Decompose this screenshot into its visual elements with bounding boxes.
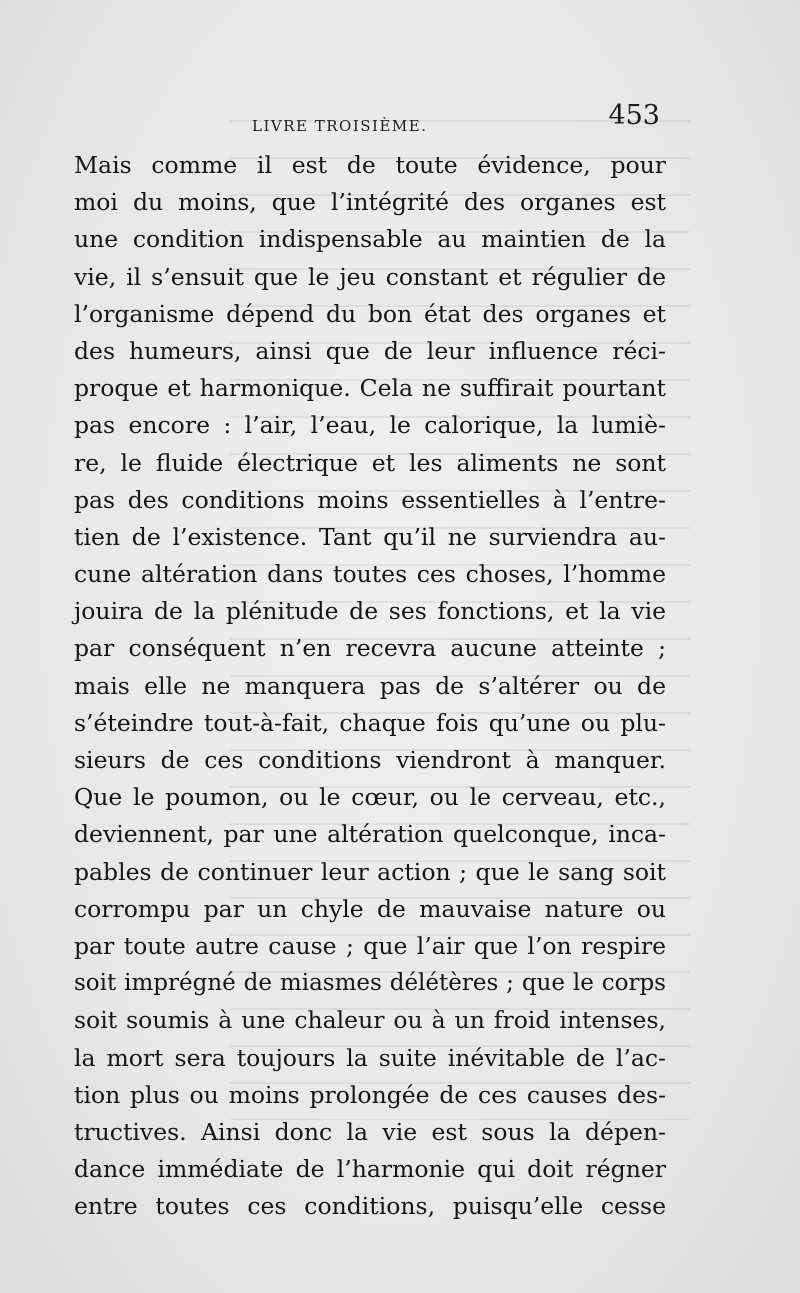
text-line: pables de continuer leur action ; que le sang soit	[74, 857, 666, 886]
text-line: soit imprégné de miasmes délétères ; que le corps	[74, 970, 666, 997]
text-line: tructives. Ainsi donc la vie est sous la dépen-	[74, 1117, 666, 1146]
text-line: pas des conditions moins essentielles à l’entre-	[74, 485, 666, 514]
text-line: deviennent, par une altération quelconque, inca-	[74, 820, 666, 849]
text-line: par toute autre cause ; que l’air que l’on respire	[74, 931, 666, 960]
page-header	[76, 100, 660, 140]
text-line: une condition indispensable au maintien de la	[74, 225, 666, 254]
text-line: Que le poumon, ou le cœur, ou le cerveau, etc.,	[74, 783, 666, 812]
text-line: proque et harmonique. Cela ne suffirait pourtant	[74, 374, 666, 403]
text-line: corrompu par un chyle de mauvaise nature ou	[74, 894, 666, 923]
text-line: vie, il s’ensuit que le jeu constant et régulier de	[74, 262, 666, 291]
text-line: re, le fluide électrique et les aliments ne sont	[74, 448, 666, 477]
text-line: cune altération dans toutes ces choses, l’homme	[74, 560, 666, 589]
text-line: mais elle ne manquera pas de s’altérer ou de	[74, 671, 666, 700]
text-line: la mort sera toujours la suite inévitable de l’ac-	[74, 1043, 666, 1072]
text-line: tion plus ou moins prolongée de ces causes des-	[74, 1080, 666, 1109]
text-line: jouira de la plénitude de ses fonctions, et la vie	[74, 597, 666, 626]
text-line: tien de l’existence. Tant qu’il ne surviendra au-	[74, 522, 666, 551]
text-line: pas encore : l’air, l’eau, le calorique, la lumiè-	[74, 411, 666, 440]
page-number: 453	[608, 100, 660, 131]
text-line: soit soumis à une chaleur ou à un froid intenses,	[74, 1006, 666, 1035]
text-line: par conséquent n’en recevra aucune atteinte ;	[74, 634, 666, 663]
text-line: entre toutes ces conditions, puisqu’elle cesse	[74, 1192, 666, 1221]
text-line: moi du moins, que l’intégrité des organes est	[74, 188, 666, 217]
text-line: l’organisme dépend du bon état des organes et	[74, 299, 666, 328]
running-head: LIVRE TROISIÈME.	[252, 117, 428, 135]
text-line: s’éteindre tout-à-fait, chaque fois qu’une ou plu-	[74, 708, 666, 737]
text-line: des humeurs, ainsi que de leur influence réci-	[74, 336, 666, 365]
text-line: dance immédiate de l’harmonie qui doit régner	[74, 1155, 666, 1184]
text-line: sieurs de ces conditions viendront à manquer.	[74, 746, 666, 774]
text-line: Mais comme il est de toute évidence, pour	[74, 151, 666, 179]
body-text	[74, 147, 666, 1225]
